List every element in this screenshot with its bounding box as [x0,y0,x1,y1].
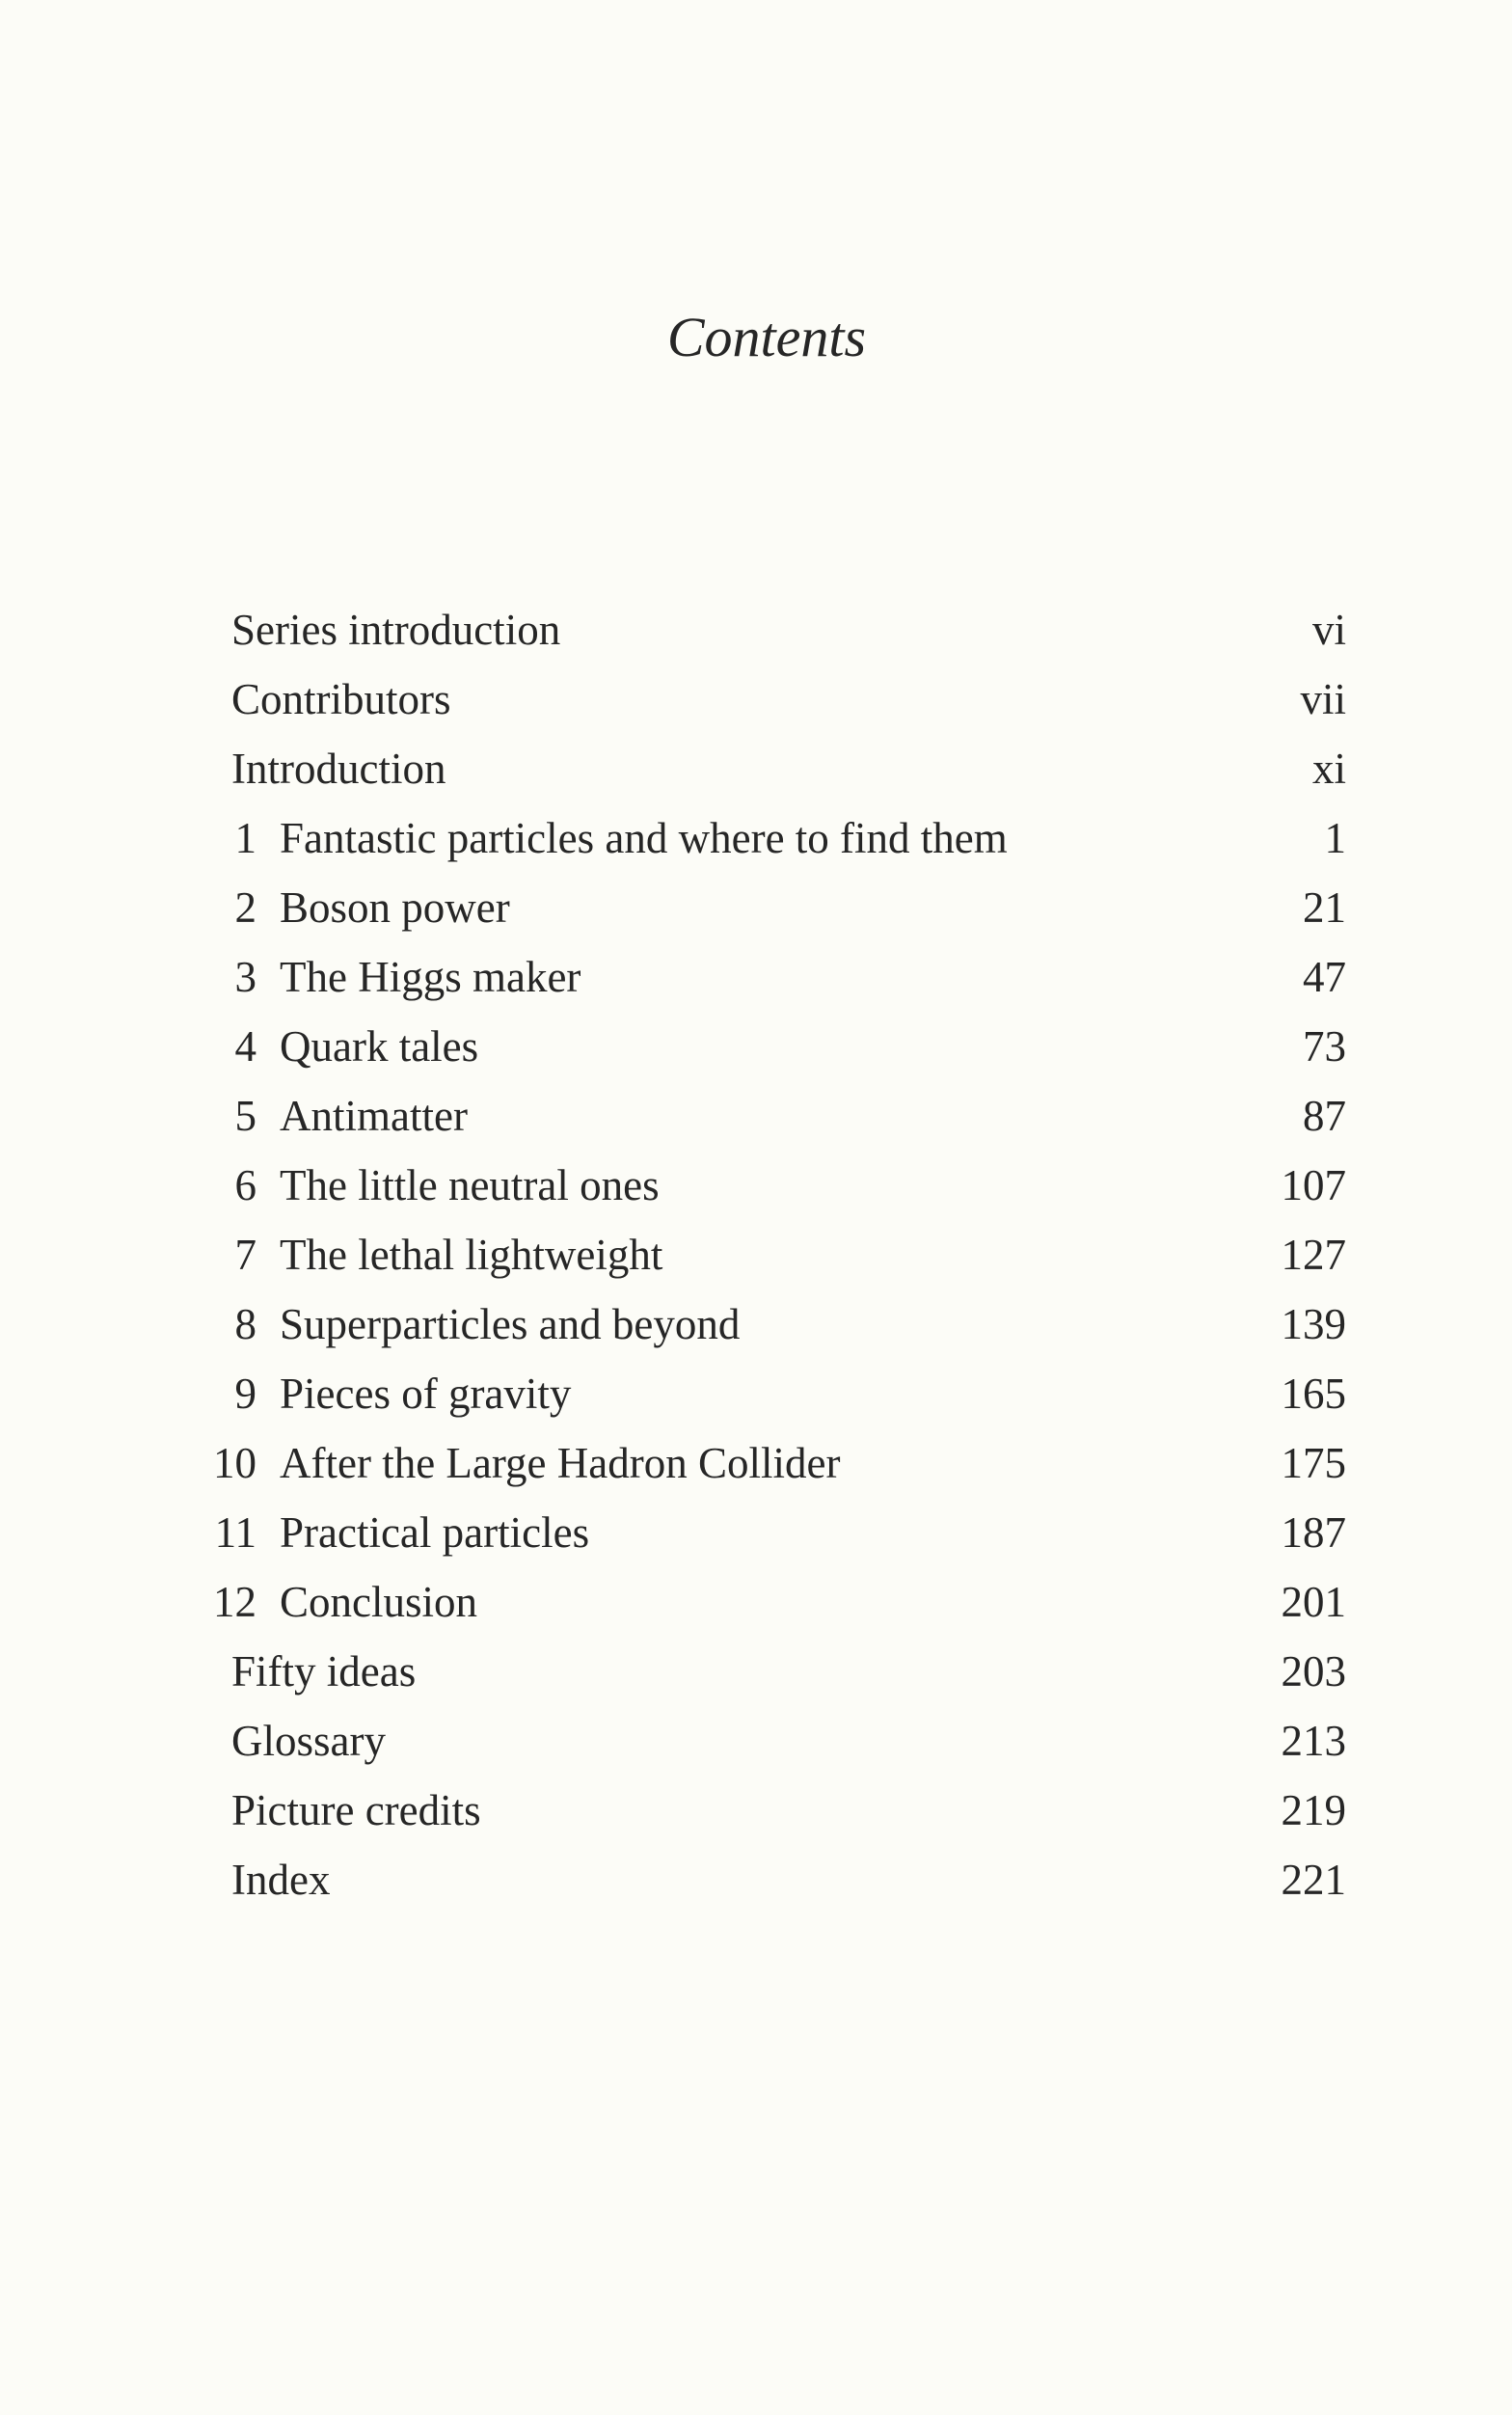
toc-entry [0,1289,1512,1359]
page-number: 1 [1324,814,1346,862]
page-number: vi [1311,606,1346,654]
entry-title: Series introduction [231,606,561,654]
page-number: 187 [1281,1508,1346,1557]
toc-entry [0,873,1512,942]
table-of-contents [0,595,1512,1914]
page-number: 127 [1281,1231,1346,1279]
entry-title: The little neutral ones [280,1161,660,1209]
entry-title: Introduction [231,745,446,793]
page-number: xi [1311,745,1346,793]
toc-entry [0,1706,1512,1776]
chapter-number: 6 [234,1161,256,1209]
page-number: 107 [1281,1161,1346,1209]
entry-title: Fantastic particles and where to find them [280,814,1008,862]
entry-title: Picture credits [231,1786,481,1834]
chapter-number: 2 [234,883,256,932]
entry-title: Antimatter [280,1092,468,1140]
toc-entry [0,1081,1512,1151]
toc-entry [0,942,1512,1012]
page-number: 219 [1281,1786,1346,1834]
chapter-number: 12 [213,1578,256,1626]
entry-title: Quark tales [280,1022,479,1071]
entry-title: Conclusion [280,1578,478,1626]
toc-entry [0,1359,1512,1428]
chapter-number: 3 [234,953,256,1001]
toc-entry [0,1220,1512,1289]
toc-entry [0,1498,1512,1567]
entry-title: The lethal lightweight [280,1231,663,1279]
chapter-number: 11 [214,1508,256,1557]
chapter-number: 4 [234,1022,256,1071]
entry-title: Glossary [231,1717,386,1765]
entry-title: Practical particles [280,1508,590,1557]
toc-entry [0,1012,1512,1081]
entry-title: Pieces of gravity [280,1370,572,1418]
toc-entry [0,734,1512,803]
chapter-number: 10 [213,1439,256,1487]
page-number: 175 [1281,1439,1346,1487]
page-number: 73 [1303,1022,1346,1071]
page-number: 165 [1281,1370,1346,1418]
page-number: 47 [1303,953,1346,1001]
chapter-number: 1 [234,814,256,862]
toc-entry [0,1776,1512,1845]
toc-entry [0,1428,1512,1498]
entry-title: Contributors [231,675,451,723]
chapter-number: 9 [234,1370,256,1418]
entry-title: Boson power [280,883,510,932]
entry-title: After the Large Hadron Collider [280,1439,841,1487]
page-number: 139 [1281,1300,1346,1348]
page-number: vii [1300,675,1346,723]
page-number: 201 [1281,1578,1346,1626]
toc-entry [0,1567,1512,1637]
chapter-number: 8 [234,1300,256,1348]
toc-entry [0,1845,1512,1914]
toc-entry [0,665,1512,734]
entry-title: Superparticles and beyond [280,1300,741,1348]
page-number: 221 [1281,1856,1346,1904]
entry-title: Fifty ideas [231,1647,417,1696]
chapter-number: 7 [234,1231,256,1279]
toc-entry [0,595,1512,665]
entry-title: Index [231,1856,331,1904]
page-number: 21 [1303,883,1346,932]
toc-entry [0,803,1512,873]
page-number: 203 [1281,1647,1346,1696]
page-title: Contents [666,306,867,368]
toc-entry [0,1151,1512,1220]
toc-entry [0,1637,1512,1706]
entry-title: The Higgs maker [280,953,581,1001]
page-number: 213 [1281,1717,1346,1765]
page-number: 87 [1303,1092,1346,1140]
chapter-number: 5 [234,1092,256,1140]
